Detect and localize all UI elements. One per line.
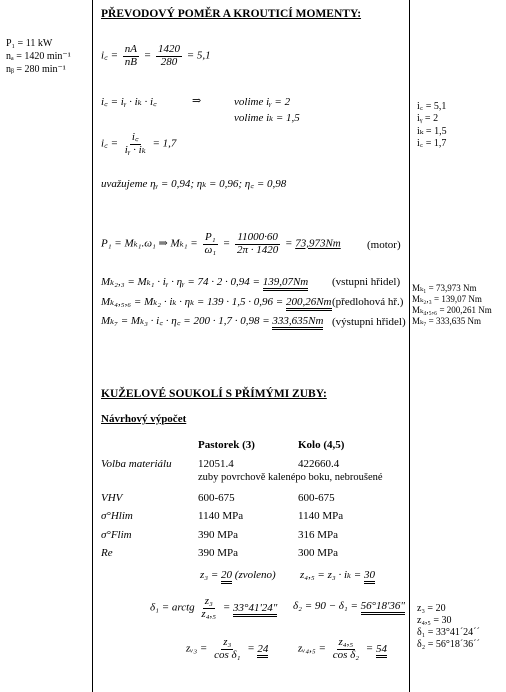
virtual-teeth-45-equation <box>298 637 387 661</box>
summary-torque: Mₖ₂,₃ = 139,07 Nm <box>412 294 482 304</box>
row-value-wheel: 1140 MPa <box>298 510 344 522</box>
torque-23-equation <box>101 276 308 288</box>
result: 30 <box>364 569 375 584</box>
result: 54 <box>376 643 387 658</box>
eq-lhs: i꜀ = <box>101 137 119 150</box>
row-label: σ°Flim <box>101 529 132 541</box>
column-header-wheel: Kolo (4,5) <box>298 439 345 451</box>
row-value-pinion: 1140 MPa <box>198 510 244 522</box>
teeth-z3-equation <box>200 569 276 581</box>
eq-lhs: i꜀ = <box>101 49 119 62</box>
numerator: nA <box>124 43 138 55</box>
numerator: 1420 <box>157 43 180 55</box>
note: (zvoleno) <box>234 569 276 581</box>
torque-23-note: (vstupni hřidel) <box>332 276 401 288</box>
chosen-ratio-1: volime iᵧ = 2 <box>234 96 291 108</box>
result: 73,973Nm <box>295 237 341 250</box>
row-label: σ°Hlim <box>101 510 133 522</box>
denominator: cos δ₁ <box>214 648 241 661</box>
summary-ratio: iₖ = 1,5 <box>417 126 447 137</box>
section-title-bevel-gear: KUŽELOVÉ SOUKOLÍ S PŘÍMÝMI ZUBY: <box>101 388 327 400</box>
numerator: z₃ <box>204 595 213 607</box>
motor-torque-equation <box>101 232 341 256</box>
row-value-pinion: 390 MPa <box>198 529 239 541</box>
denominator: 280 <box>160 55 178 68</box>
denominator: cos δ₂ <box>332 648 360 661</box>
fraction <box>156 44 182 68</box>
torque-456-equation <box>101 296 332 308</box>
input-speed-b: nᵦ = 280 min⁻¹ <box>6 64 66 75</box>
eq-lhs: z₃ = <box>200 569 219 581</box>
eq-lhs: zᵥ₃ = <box>186 642 208 655</box>
row-value-wheel: 300 MPa <box>298 547 339 559</box>
fraction <box>212 637 242 661</box>
denominator: ω₁ <box>204 243 217 256</box>
eq-lhs: δ₂ = 90 − δ₁ = <box>293 600 358 612</box>
numerator: P₁ <box>204 231 216 243</box>
row-value-pinion: 390 MPa <box>198 547 239 559</box>
summary-gear: z₃ = 20 <box>417 603 446 614</box>
summary-torque: Mₖ₄,₅,₆ = 200,261 Nm <box>412 305 492 315</box>
column-header-pinion: Pastorek (3) <box>198 439 255 451</box>
row-value-wheel: 316 MPa <box>298 529 339 541</box>
motor-note: (motor) <box>367 239 401 251</box>
virtual-teeth-3-equation <box>186 637 268 661</box>
result: 333,635Nm <box>272 315 323 330</box>
summary-gear: z₄,₅ = 30 <box>417 615 452 626</box>
fraction <box>123 44 139 68</box>
summary-ratio: i꜀ = 1,7 <box>417 138 447 149</box>
fraction <box>235 232 280 256</box>
denominator: iᵧ · iₖ <box>124 143 146 156</box>
result: 139,07Nm <box>263 276 309 291</box>
equals: = <box>285 237 293 250</box>
torque-7-note: (výstupni hřidel) <box>332 316 406 328</box>
efficiencies: uvažujeme ηᵧ = 0,94; ηₖ = 0,96; η꜀ = 0,98 <box>101 178 287 190</box>
result: = 5,1 <box>186 49 211 62</box>
equals: = <box>143 49 152 62</box>
torque-456-note: (předlohová hř.) <box>332 296 404 308</box>
row-value-pinion: 600-675 <box>198 492 235 504</box>
ratio-d-equation <box>101 132 176 156</box>
row-value-wheel: 600-675 <box>298 492 335 504</box>
section-title-gear-ratio: PŘEVODOVÝ POMĚR A KROUTICÍ MOMENTY: <box>101 8 362 20</box>
equals: = <box>222 601 231 614</box>
equals: = <box>247 642 255 655</box>
angle-d2-equation <box>293 600 405 612</box>
summary-torque: Mₖ₁ = 73,973 Nm <box>412 283 477 293</box>
column-divider-right <box>409 0 410 692</box>
eq-lhs: P₁ = Mₖ₁.ω₁ ⇒ Mₖ₁ = <box>101 237 198 250</box>
eq-lhs: δ₁ = arctg <box>150 601 195 614</box>
eq-lhs: Mₖ₂,₃ = Mₖ₁ · iᵧ · ηᵧ = 74 · 2 · 0,94 = <box>101 276 260 288</box>
fraction <box>202 232 218 256</box>
torque-7-equation <box>101 315 323 327</box>
angle-d1-equation <box>150 596 277 620</box>
row-label: Re <box>101 547 113 559</box>
eq-lhs: Mₖ₇ = Mₖ₃ · i꜀ · η꜀ = 200 · 1,7 · 0,98 = <box>101 315 270 327</box>
eq-lhs: z₄,₅ = z₃ · iₖ = <box>300 569 362 581</box>
denominator: z₄,₅ <box>201 607 217 620</box>
row-value-note: zuby povrchově kalenépo boku, nebroušené <box>198 472 383 483</box>
implies-arrow: ⇒ <box>192 95 202 107</box>
eq-lhs: zᵥ₄,₅ = <box>298 642 326 655</box>
fraction <box>331 637 361 661</box>
equals: = <box>222 237 231 250</box>
result: 56°18'36" <box>361 600 405 615</box>
row-value-pinion: 12051.4 <box>198 458 234 470</box>
result: 200,26Nm <box>286 296 332 311</box>
subtitle-design-calc: Návrhový výpočet <box>101 413 187 425</box>
numerator: i꜀ <box>131 131 139 143</box>
fraction <box>123 132 148 156</box>
input-power: P₁ = 11 kW <box>6 38 53 49</box>
equals: = <box>365 642 374 655</box>
result: 24 <box>257 643 268 658</box>
result: 20 <box>221 569 232 584</box>
input-speed-a: nₐ = 1420 min⁻¹ <box>6 51 71 62</box>
ratio-total-equation <box>101 44 211 68</box>
ratio-product-equation: i꜀ = iᵧ · iₖ · i꜀ <box>101 96 157 108</box>
row-value-wheel: 422660.4 <box>298 458 340 470</box>
row-label: Volba materiálu <box>101 458 172 470</box>
fraction <box>199 596 218 620</box>
summary-ratio: iᵧ = 2 <box>417 113 439 124</box>
column-divider-left <box>92 0 93 692</box>
denominator: 2π · 1420 <box>236 243 279 256</box>
teeth-z45-equation <box>300 569 375 581</box>
denominator: nB <box>124 55 138 68</box>
chosen-ratio-2: volime iₖ = 1,5 <box>234 112 300 124</box>
summary-torque: Mₖ₇ = 333,635 Nm <box>412 316 481 326</box>
result: 33°41'24" <box>233 602 277 617</box>
summary-gear: δ₁ = 33°41´24´´ <box>417 627 480 638</box>
row-label: VHV <box>101 492 123 504</box>
numerator: z₄,₅ <box>338 636 354 648</box>
eq-lhs: Mₖ₄,₅,₆ = Mₖ₂ · iₖ · ηₖ = 139 · 1,5 · 0,96 = <box>101 296 284 308</box>
summary-ratio: i꜀ = 5,1 <box>417 101 447 112</box>
summary-gear: δ₂ = 56°18´36´´ <box>417 639 480 650</box>
result: = 1,7 <box>152 137 177 150</box>
numerator: 11000·60 <box>237 231 278 243</box>
numerator: z₃ <box>223 636 232 648</box>
